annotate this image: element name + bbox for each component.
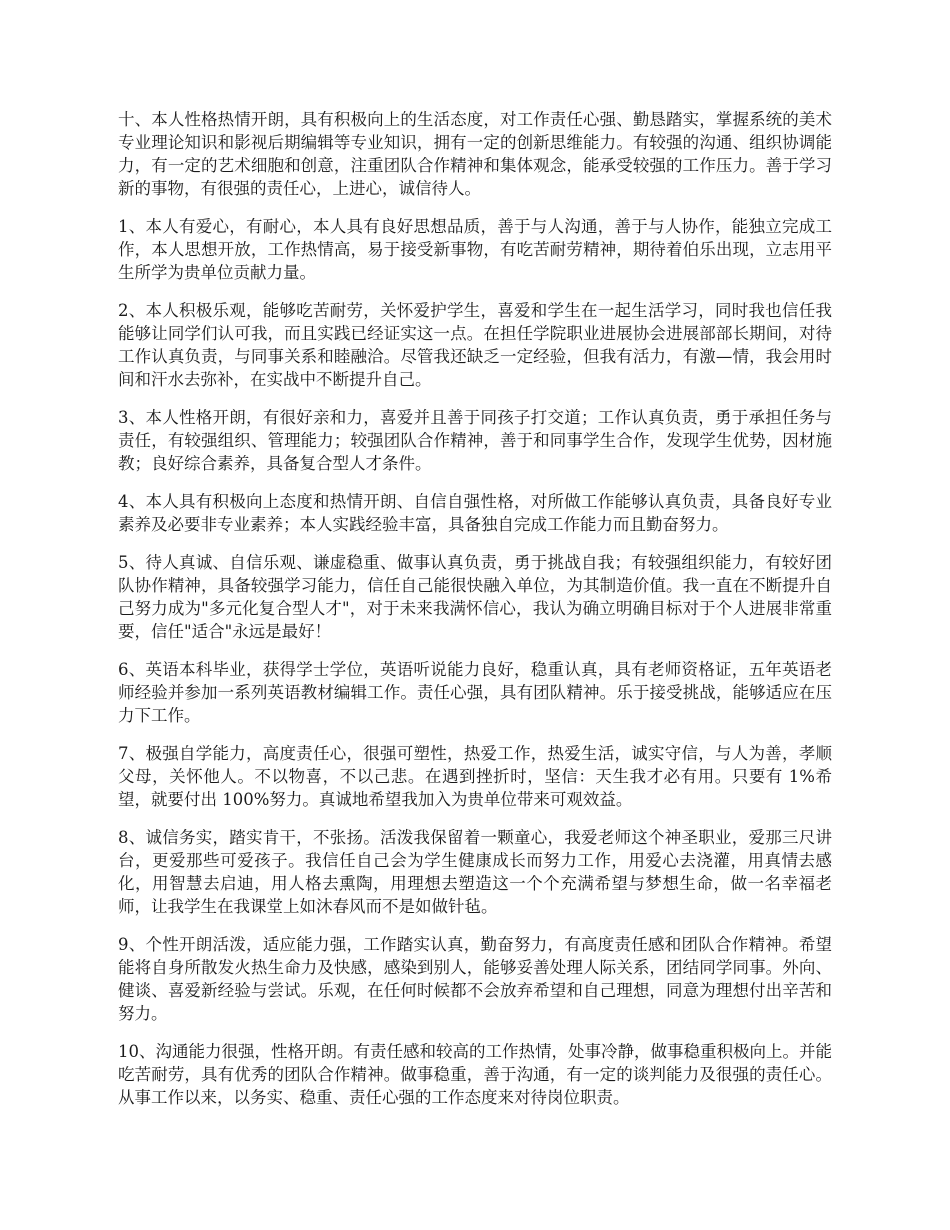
paragraph-10: 10、沟通能力很强，性格开朗。有责任感和较高的工作热情，处事冷静，做事稳重积极向上。并能吃苦耐劳，具有优秀的团队合作精神。做事稳重，善于沟通，有一定的谈判能力及很强的责任心。从事工作以来，以务实、稳重、责任心强的工作态度来对待岗位职责。 [118, 1042, 832, 1107]
paragraph-6: 6、英语本科毕业，获得学士学位，英语听说能力良好，稳重认真，具有老师资格证，五年英语老师经验并参加一系列英语教材编辑工作。责任心强，具有团队精神。乐于接受挑战，能够适应在压力下工作。 [118, 660, 832, 725]
document-body [118, 108, 832, 1124]
paragraph-3: 3、本人性格开朗，有很好亲和力，喜爱并且善于同孩子打交道；工作认真负责，勇于承担任务与责任，有较强组织、管理能力；较强团队合作精神，善于和同事学生合作，发现学生优势，因材施教；良好综合素养，具备复合型人才条件。 [118, 408, 832, 473]
paragraph-7: 7、极强自学能力，高度责任心，很强可塑性，热爱工作，热爱生活，诚实守信，与人为善，孝顺父母，关怀他人。不以物喜，不以己悲。在遇到挫折时，坚信：天生我才必有用。只要有 1%希望，就要付出 100%努力。真诚地希望我加入为贵单位带来可观效益。 [118, 744, 832, 809]
paragraph-1: 1、本人有爱心，有耐心，本人具有良好思想品质，善于与人沟通，善于与人协作，能独立完成工作，本人思想开放，工作热情高，易于接受新事物，有吃苦耐劳精神，期待着伯乐出现，立志用平生所学为贵单位贡献力量。 [118, 217, 832, 282]
paragraph-2: 2、本人积极乐观，能够吃苦耐劳，关怀爱护学生，喜爱和学生在一起生活学习，同时我也信任我能够让同学们认可我，而且实践已经证实这一点。在担任学院职业进展协会进展部部长期间，对待工作认真负责，与同事关系和睦融洽。尽管我还缺乏一定经验，但我有活力，有激—情，我会用时间和汗水去弥补，在实战中不断提升自己。 [118, 301, 832, 389]
paragraph-4: 4、本人具有积极向上态度和热情开朗、自信自强性格，对所做工作能够认真负责，具备良好专业素养及必要非专业素养；本人实践经验丰富，具备独自完成工作能力而且勤奋努力。 [118, 492, 832, 534]
paragraph-8: 8、诚信务实，踏实肯干，不张扬。活泼我保留着一颗童心，我爱老师这个神圣职业，爱那三尺讲台，更爱那些可爱孩子。我信任自己会为学生健康成长而努力工作，用爱心去浇灌，用真情去感化，用智慧去启迪，用人格去熏陶，用理想去塑造这一个个充满希望与梦想生命，做一名幸福老师，让我学生在我课堂上如沐春风而不是如做针毡。 [118, 828, 832, 916]
paragraph-5: 5、待人真诚、自信乐观、谦虚稳重、做事认真负责，勇于挑战自我；有较强组织能力，有较好团队协作精神，具备较强学习能力，信任自己能很快融入单位，为其制造价值。我一直在不断提升自己努力成为"多元化复合型人才"，对于未来我满怀信心，我认为确立明确目标对于个人进展非常重要，信任"适合"永远是最好！ [118, 553, 832, 641]
paragraph-intro: 十、本人性格热情开朗，具有积极向上的生活态度，对工作责任心强、勤恳踏实，掌握系统的美术专业理论知识和影视后期编辑等专业知识，拥有一定的创新思维能力。有较强的沟通、组织协调能力，有一定的艺术细胞和创意，注重团队合作精神和集体观念，能承受较强的工作压力。善于学习新的事物，有很强的责任心，上进心，诚信待人。 [118, 110, 832, 198]
paragraph-9: 9、个性开朗活泼，适应能力强，工作踏实认真，勤奋努力，有高度责任感和团队合作精神。希望能将自身所散发火热生命力及快感，感染到别人，能够妥善处理人际关系，团结同学同事。外向、健谈、喜爱新经验与尝试。乐观，在任何时候都不会放弃希望和自己理想，同意为理想付出辛苦和努力。 [118, 935, 832, 1023]
